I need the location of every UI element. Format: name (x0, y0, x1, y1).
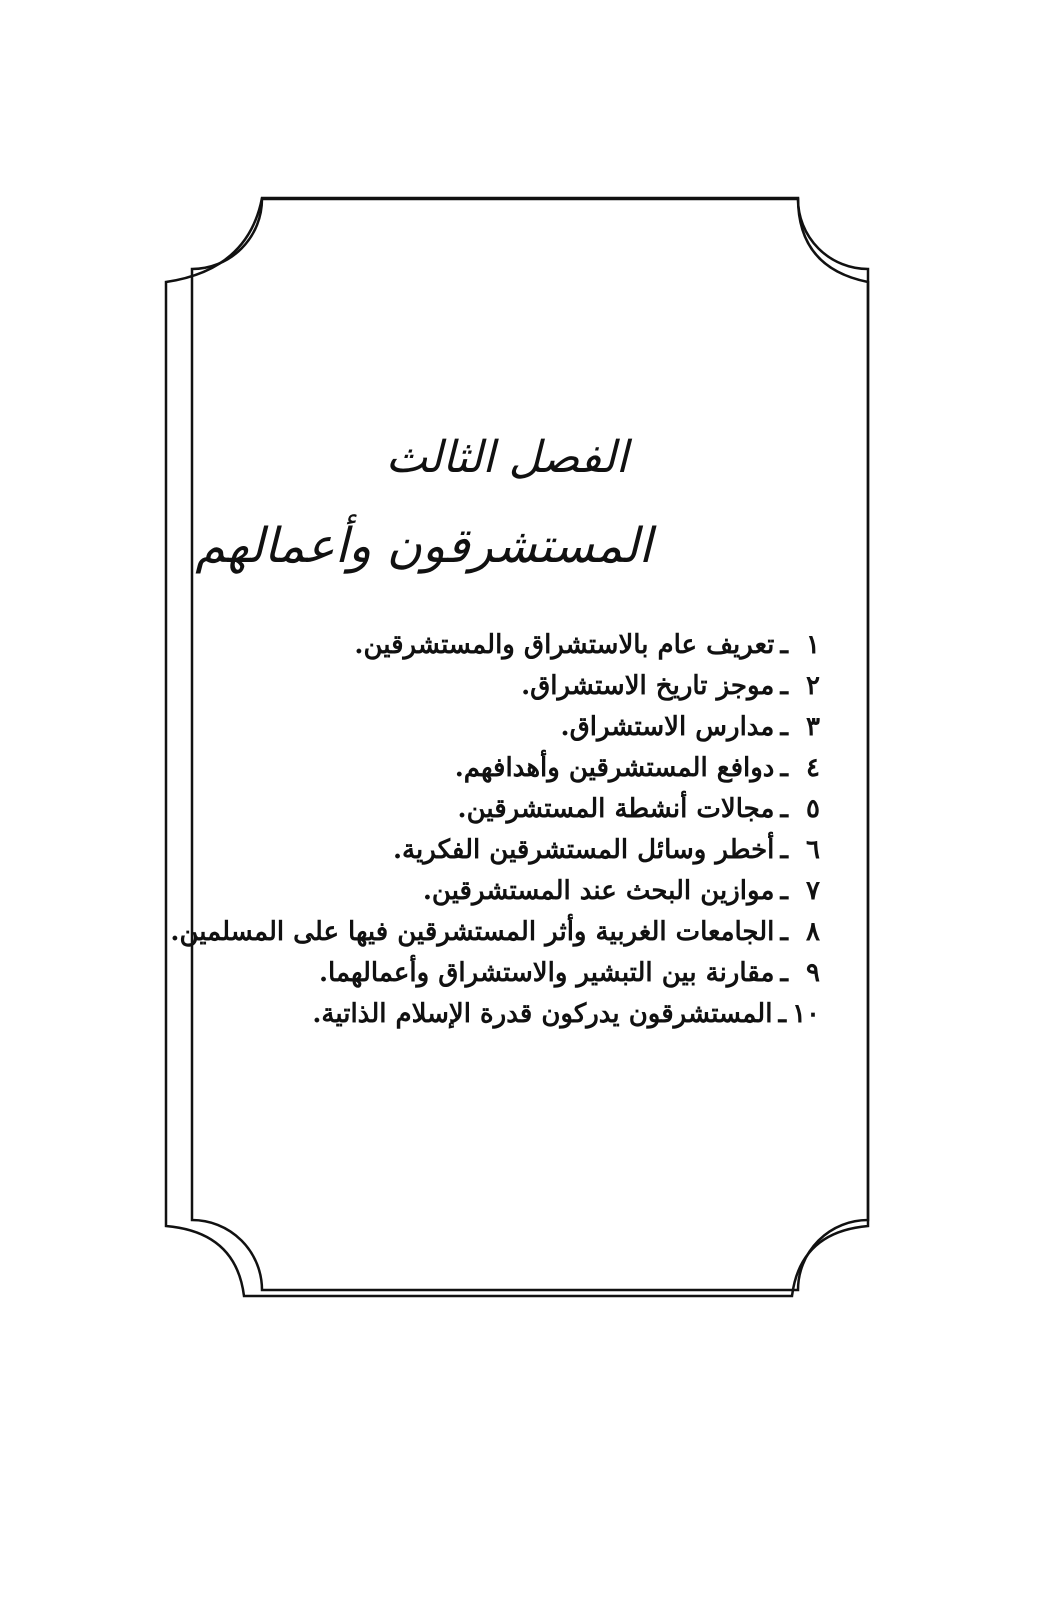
item-separator: ـ (780, 630, 788, 660)
list-item (170, 994, 820, 1035)
list-item (170, 953, 820, 994)
item-separator: ـ (778, 999, 787, 1029)
item-text: الجامعات الغربية وأثر المستشرقين فيها على المسلمين. (170, 917, 775, 947)
list-item (170, 789, 820, 830)
item-number: ١ (806, 630, 820, 660)
contents-list (170, 625, 820, 1035)
item-separator: ـ (780, 712, 788, 742)
list-item (170, 707, 820, 748)
item-number: ٢ (806, 671, 820, 701)
item-text: موجز تاريخ الاستشراق. (521, 671, 775, 701)
item-separator: ـ (780, 958, 788, 988)
item-number: ٨ (806, 917, 820, 947)
list-item (170, 666, 820, 707)
chapter-subtitle: المستشرقون وأعمالهم (195, 518, 652, 574)
item-text: موازين البحث عند المستشرقين. (422, 876, 775, 906)
item-separator: ـ (780, 794, 788, 824)
item-number: ٤ (806, 753, 820, 783)
item-separator: ـ (780, 876, 788, 906)
item-text: أخطر وسائل المستشرقين الفكرية. (393, 835, 775, 865)
item-text: مقارنة بين التبشير والاستشراق وأعمالهما. (319, 958, 775, 988)
item-separator: ـ (780, 917, 788, 947)
item-text: تعريف عام بالاستشراق والمستشرقين. (354, 630, 775, 660)
item-number: ٥ (806, 794, 820, 824)
item-text: مدارس الاستشراق. (560, 712, 775, 742)
item-text: دوافع المستشرقين وأهدافهم. (454, 753, 775, 783)
item-number: ١٠ (792, 999, 820, 1029)
list-item (170, 625, 820, 666)
list-item (170, 748, 820, 789)
item-text: مجالات أنشطة المستشرقين. (457, 794, 775, 824)
list-item (170, 830, 820, 871)
item-number: ٦ (806, 835, 820, 865)
item-number: ٩ (806, 958, 820, 988)
list-item (170, 871, 820, 912)
item-separator: ـ (780, 671, 788, 701)
item-number: ٧ (806, 876, 820, 906)
chapter-page (170, 200, 860, 1600)
item-separator: ـ (780, 835, 788, 865)
item-separator: ـ (780, 753, 788, 783)
item-number: ٣ (806, 712, 820, 742)
list-item (170, 912, 820, 953)
chapter-title: الفصل الثالث (385, 432, 628, 483)
item-text: المستشرقون يدركون قدرة الإسلام الذاتية. (312, 999, 773, 1029)
